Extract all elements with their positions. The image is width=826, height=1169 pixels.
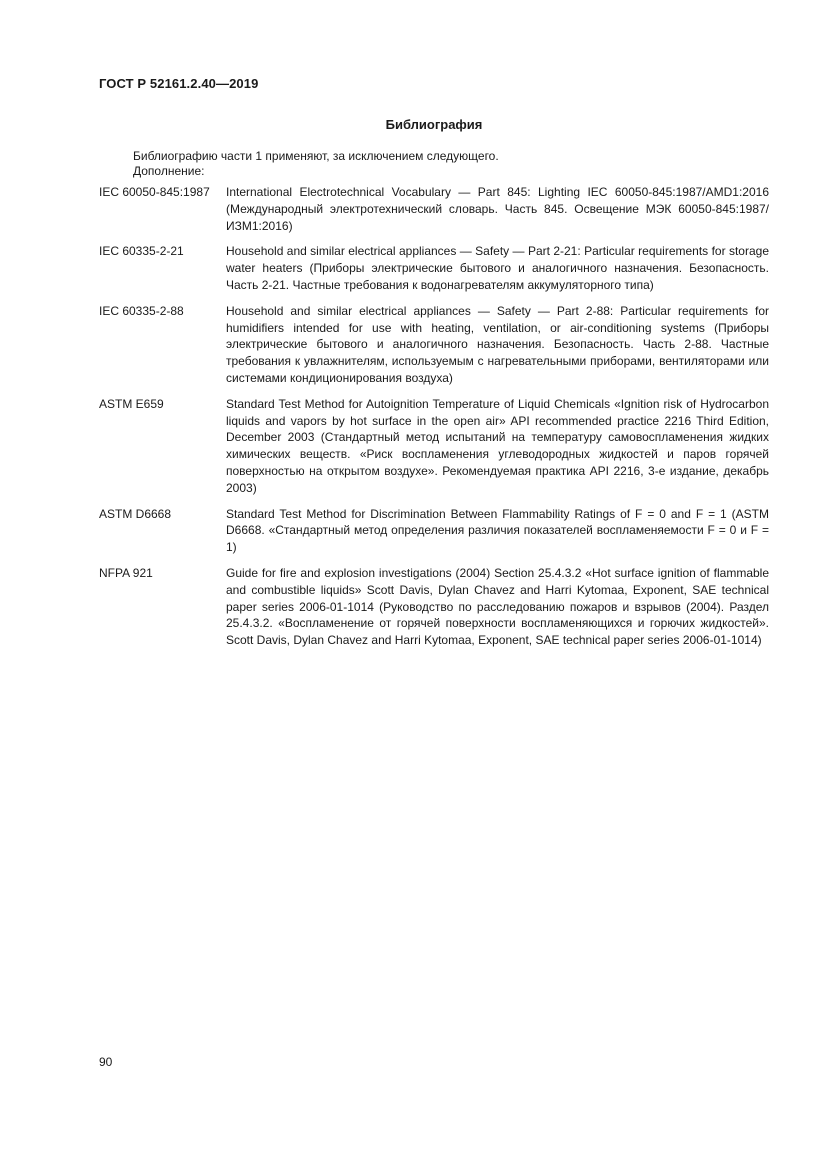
intro-text: Библиографию части 1 применяют, за исключением следующего. bbox=[133, 149, 499, 163]
bibliography-entry bbox=[99, 303, 769, 387]
bibliography-reference-id: IEC 60050-845:1987 bbox=[99, 185, 210, 199]
bibliography-entry bbox=[99, 184, 769, 234]
section-intro bbox=[133, 149, 769, 180]
bibliography-reference-text: Standard Test Method for Discrimination Between Flammability Ratings of F = 0 and F = 1 (ASTM D6668. «Стандартный метод определения различия показателей воспламеняемости F = 0 и F = 1) bbox=[226, 506, 769, 555]
bibliography-reference-id: IEC 60335-2-21 bbox=[99, 244, 184, 259]
bibliography-reference-id: ASTM D6668 bbox=[99, 506, 172, 521]
bibliography-entry bbox=[99, 565, 769, 649]
page-number: 90 bbox=[99, 1055, 113, 1069]
bibliography-reference-id: ASTM E659 bbox=[99, 396, 164, 411]
bibliography-reference-id: NFPA 921 bbox=[99, 565, 153, 580]
bibliography-reference-text: Household and similar electrical appliances — Safety — Part 2-21: Particular requirements for storage water heaters (Приборы электрические бытового и аналогичного назначения. Безопасность. Часть 2-21. Частные требования к водонагревателям аккумуляторного типа) bbox=[226, 244, 769, 292]
bibliography-entry bbox=[99, 506, 769, 556]
document-standard-id: ГОСТ Р 52161.2.40—2019 bbox=[99, 76, 259, 91]
bibliography-reference-text: Standard Test Method for Autoignition Temperature of Liquid Chemicals «Ignition risk of Hydrocarbon liquids and vapors by hot surface in the open air» API recommended practice 2216 Third Edition, December 2003 (Стандартный метод испытаний на температуру самовоспламенения жидких химических веществ. «Риск воспламенения углеводородных жидкостей и паров горячей поверхностью на открытом воздухе». Рекомендуемая практика API 2216, 3-е издание, декабрь 2003) bbox=[226, 396, 769, 495]
intro-addition-label: Дополнение: bbox=[133, 164, 205, 179]
bibliography-reference-text: Guide for fire and explosion investigations (2004) Section 25.4.3.2 «Hot surface ignition of flammable and combustible liquids» Scott Davis, Dylan Chavez and Harri Kytomaa, Exponent, SAE technical paper series 2006-01-1014 (Руководство по расследованию пожаров и взрывов (2004). Раздел 25.4.3.2. «Воспламенение от горячей поверхности воспламеняющихся и горючих жидкостей». Scott Davis, Dylan Chavez and Harri Kytomaa, Exponent, SAE technical paper series 2006-01-1014) bbox=[226, 565, 769, 648]
bibliography-list bbox=[99, 184, 769, 658]
bibliography-reference-text: International Electrotechnical Vocabulary — Part 845: Lighting IEC 60050-845:1987/AMD1:2016 (Международный электротехнический словарь. Часть 845. Освещение МЭК 60050-845:1987/ИЗМ1:2016) bbox=[226, 185, 769, 233]
bibliography-reference-text: Household and similar electrical appliances — Safety — Part 2-88: Particular requirements for humidifiers intended for use with heating, ventilation, or air-conditioning systems (Приборы электрические бытового и аналогичного назначения. Безопасность. Часть 2-88. Частные требования к увлажнителям, используемым с нагревательными приборами, вентиляторами или системами кондиционирования воздуха) bbox=[226, 303, 769, 385]
bibliography-entry bbox=[99, 243, 769, 293]
section-title: Библиография bbox=[385, 117, 483, 132]
bibliography-entry bbox=[99, 396, 769, 497]
bibliography-reference-id: IEC 60335-2-88 bbox=[99, 303, 184, 318]
